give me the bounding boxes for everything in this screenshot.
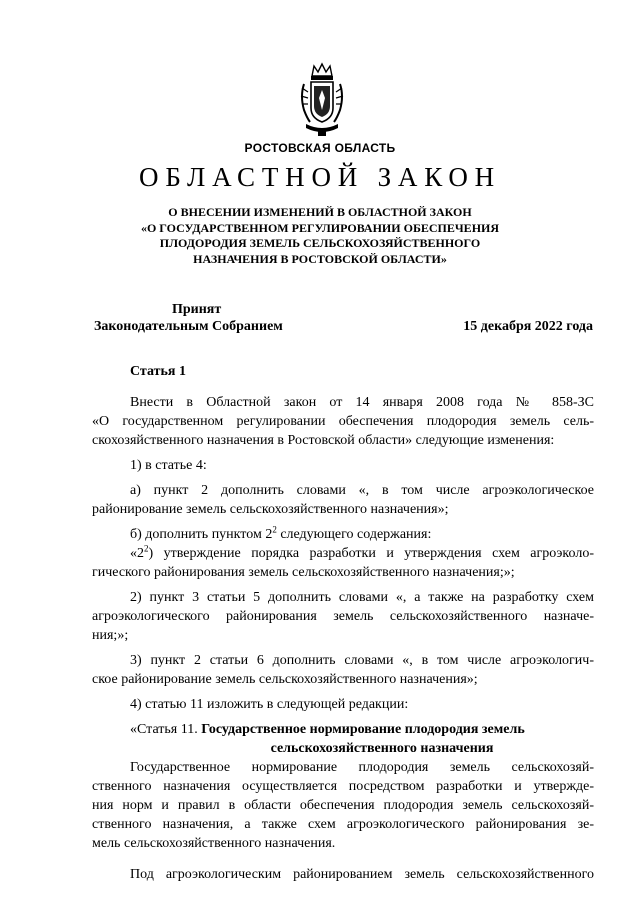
text-fragment: б) дополнить пунктом 2 [130,527,273,542]
text-line: районирование земель сельскохозяйственного назначения»; [92,502,449,517]
text-line: 2) пункт 3 статьи 5 дополнить словами «, а также на разработку схем [130,590,594,605]
law-subject-line: НАЗНАЧЕНИЯ В РОСТОВСКОЙ ОБЛАСТИ» [193,251,447,266]
law-subject-line: «О ГОСУДАРСТВЕННОМ РЕГУЛИРОВАНИИ ОБЕСПЕЧЕНИЯ [140,220,500,235]
item-3 [92,651,594,689]
article-11-prefix: «Статья 11. [130,722,202,737]
text-fragment: «2 [130,546,144,561]
item-4 [92,695,594,714]
text-line: ственного назначения, а также схем агроэкологического районирования зе- [92,817,594,832]
region-name: РОСТОВСКАЯ ОБЛАСТЬ [244,141,396,155]
text-line: ское районирование земель сельскохозяйственного назначения»; [92,672,478,687]
text-line: ственного назначения осуществляется посредством разработки и утвержде- [92,779,594,794]
text-line: мель сельскохозяйственного назначения. [92,836,336,851]
law-type-title: ОБЛАСТНОЙ ЗАКОН [139,162,501,192]
text-line [92,525,594,544]
text-line: 3) пункт 2 статьи 6 дополнить словами «, в том числе агроэкологич- [130,653,594,668]
article-heading: Статья 1 [130,364,186,379]
adoption-date: 15 декабря 2022 года [463,319,593,334]
text-line: агроэкологического районирования земель сельскохозяйственного назначе- [92,609,594,624]
article-11-title: Государственное нормирование плодородия земель [201,722,525,737]
item-1b [92,525,594,544]
text-line: Внести в Областной закон от 14 января 2008 года № 858-ЗС [130,395,594,410]
article-11-paragraph-1 [92,758,594,853]
item-1 [92,456,594,475]
law-subject-line: ПЛОДОРОДИЯ ЗЕМЕЛЬ СЕЛЬСКОХОЗЯЙСТВЕННОГО [159,236,481,250]
article-11-heading [92,720,594,758]
law-subject [90,205,550,267]
text-line: 4) статью 11 изложить в следующей редакции: [130,697,409,712]
text-line: скохозяйственного назначения в Ростовской области» следующие изменения: [92,433,555,448]
text-fragment: следующего содержания: [276,527,432,542]
article-intro [92,393,594,450]
item-1b-quote [92,544,594,582]
coat-of-arms-emblem [298,62,346,138]
text-line: 1) в статье 4: [130,458,207,473]
text-line: а) пункт 2 дополнить словами «, в том числе агроэкологическое [130,483,594,498]
adopting-body: Законодательным Собранием [94,319,283,334]
text-line: Государственное нормирование плодородия земель сельскохозяй- [130,760,594,775]
item-1a [92,481,594,519]
text-line: гического районирования земель сельскохозяйственного назначения;»; [92,565,515,580]
adopted-label: Принят [172,302,222,317]
text-fragment: ) утверждение порядка разработки и утверждения схем агроэколо- [148,546,594,561]
text-line: «О государственном регулировании обеспечения плодородия земель сель- [92,414,594,429]
text-line: ния норм и правил в области обеспечения плодородия земель сельскохозяй- [92,798,594,813]
text-line: Под агроэкологическим районированием земель сельскохозяйственного [130,867,594,882]
law-body [92,362,594,890]
superscript: 2 [272,524,277,535]
text-line: ния;»; [92,628,129,643]
article-11-paragraph-2 [92,865,594,884]
law-subject-line: О ВНЕСЕНИИ ИЗМЕНЕНИЙ В ОБЛАСТНОЙ ЗАКОН [168,205,472,219]
text-line [92,544,594,563]
superscript: 2 [144,543,149,554]
item-2 [92,588,594,645]
article-11-title-line2: сельскохозяйственного назначения [270,741,494,756]
